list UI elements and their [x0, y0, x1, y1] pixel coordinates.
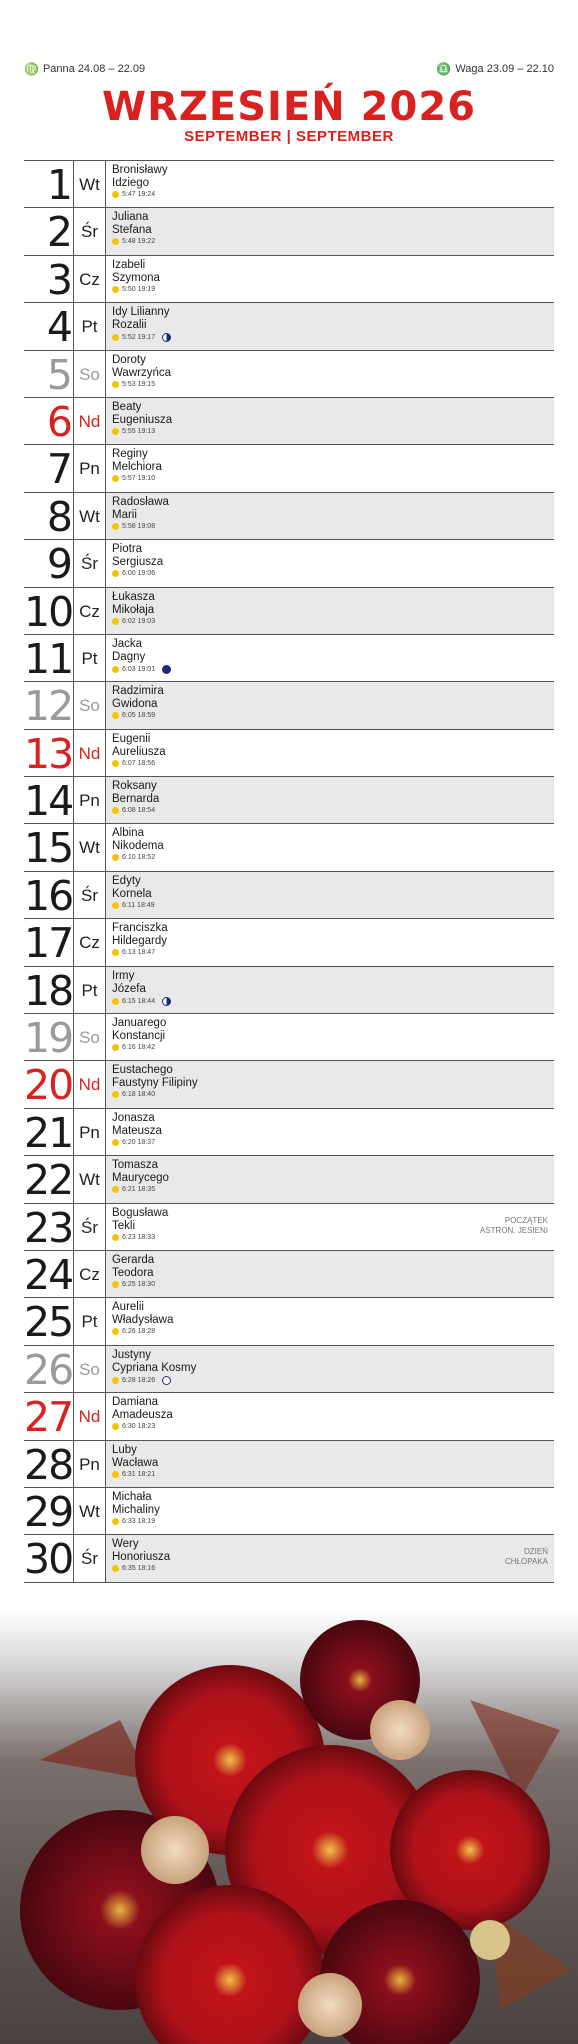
name-days: Roksany Bernarda — [112, 780, 160, 806]
holiday-note: POCZĄTEK ASTRON. JESIENI — [479, 1215, 548, 1235]
calendar-grid — [24, 160, 554, 1583]
name-days: Irmy Józefa — [112, 969, 146, 995]
day-of-week: So — [74, 682, 106, 728]
day-row — [24, 161, 554, 208]
day-of-week: Cz — [74, 1251, 106, 1297]
sunrise-sunset: 6:10 18:52 — [122, 854, 156, 862]
name-days: Beaty Eugeniusza — [112, 400, 173, 426]
day-info — [106, 351, 554, 397]
day-of-week: Śr — [74, 872, 106, 918]
name-days: Reginy Melchiora — [112, 448, 162, 474]
sunrise-sunset: 6:33 18:19 — [122, 1517, 156, 1525]
name-days: Doroty Wawrzyńca — [112, 353, 171, 379]
day-info — [106, 1014, 554, 1060]
name-days: Damiana Amadeusza — [112, 1396, 173, 1422]
day-number: 1 — [24, 161, 74, 207]
day-number: 6 — [24, 398, 74, 444]
day-of-week: Śr — [74, 1204, 106, 1250]
name-days: Idy Lilianny Rozalii — [112, 306, 170, 332]
sun-icon — [112, 949, 119, 956]
day-of-week: Nd — [74, 1061, 106, 1107]
sunrise-sunset: 6:18 18:40 — [122, 1091, 156, 1099]
sunrise-sunset: 6:08 18:54 — [122, 807, 156, 815]
day-of-week: Wt — [74, 824, 106, 870]
day-row — [24, 1535, 554, 1582]
day-info — [106, 824, 554, 870]
zodiac-virgo-label: Panna 24.08 – 22.09 — [42, 63, 146, 75]
day-info — [106, 588, 554, 634]
day-row — [24, 493, 554, 540]
sun-times — [112, 1044, 554, 1051]
day-of-week: Pn — [74, 445, 106, 491]
sun-icon — [112, 1091, 119, 1098]
sun-times — [112, 570, 554, 577]
day-info — [106, 1393, 554, 1439]
day-number: 22 — [24, 1156, 73, 1205]
moon-phase-icon — [162, 665, 171, 674]
sunrise-sunset: 6:26 18:28 — [122, 1328, 156, 1336]
sunrise-sunset: 5:48 19:22 — [122, 238, 156, 246]
day-row — [24, 682, 554, 729]
day-of-week: Pn — [74, 777, 106, 823]
name-days: Radosława Marii — [112, 495, 169, 521]
zodiac-virgo — [24, 62, 145, 76]
sun-times — [112, 949, 554, 956]
day-number: 16 — [24, 871, 73, 920]
sun-icon — [112, 854, 119, 861]
day-row — [24, 967, 554, 1014]
sun-times — [112, 1423, 554, 1430]
sunrise-sunset: 6:35 18:16 — [122, 1565, 156, 1573]
day-number: 27 — [24, 1393, 73, 1442]
sun-times — [112, 1376, 554, 1385]
sun-icon — [112, 523, 119, 530]
day-of-week: Pt — [74, 1298, 106, 1344]
sunrise-sunset: 6:00 19:06 — [122, 570, 156, 578]
day-of-week: Nd — [74, 398, 106, 444]
name-days: Radzimira Gwidona — [112, 685, 164, 711]
day-number: 2 — [24, 208, 74, 254]
sun-icon — [112, 618, 119, 625]
day-row — [24, 351, 554, 398]
sun-times — [112, 523, 554, 530]
sun-icon — [112, 381, 119, 388]
sunrise-sunset: 6:23 18:33 — [122, 1233, 156, 1241]
day-number: 25 — [24, 1298, 73, 1347]
day-info — [106, 730, 554, 776]
sunrise-sunset: 5:52 19:17 — [122, 334, 156, 342]
name-days: Jacka Dagny — [112, 637, 146, 663]
moon-phase-icon — [162, 333, 171, 342]
day-info — [106, 398, 554, 444]
name-days: Gerarda Teodora — [112, 1253, 155, 1279]
sun-times — [112, 712, 554, 719]
day-info — [106, 1204, 554, 1250]
sun-times — [112, 665, 554, 674]
day-number: 20 — [24, 1061, 73, 1110]
day-info — [106, 919, 554, 965]
day-number: 23 — [24, 1203, 73, 1252]
sun-times — [112, 333, 554, 342]
sun-icon — [112, 760, 119, 767]
day-number: 9 — [24, 540, 74, 586]
day-info — [106, 493, 554, 539]
sun-times — [112, 286, 554, 293]
day-of-week: Pt — [74, 303, 106, 349]
day-of-week: Wt — [74, 493, 106, 539]
sun-times — [112, 1091, 554, 1098]
name-days: Tomasza Maurycego — [112, 1159, 169, 1185]
day-info — [106, 1109, 554, 1155]
sun-icon — [112, 666, 119, 673]
sun-times — [112, 475, 554, 482]
day-info — [106, 1441, 554, 1487]
day-info — [106, 1346, 554, 1392]
day-row — [24, 730, 554, 777]
name-days: Juliana Stefana — [112, 211, 152, 237]
name-days: Aurelii Władysława — [112, 1301, 174, 1327]
sun-times — [112, 428, 554, 435]
day-number: 19 — [24, 1014, 73, 1063]
day-info — [106, 445, 554, 491]
day-number: 13 — [24, 729, 73, 778]
day-of-week: Śr — [74, 1535, 106, 1581]
sun-times — [112, 191, 554, 198]
day-number: 15 — [24, 824, 73, 873]
sun-times — [112, 1186, 554, 1193]
day-info — [106, 540, 554, 586]
sunrise-sunset: 6:25 18:30 — [122, 1280, 156, 1288]
day-row — [24, 303, 554, 350]
sun-times — [112, 381, 554, 388]
day-number: 11 — [24, 634, 73, 683]
day-of-week: Wt — [74, 161, 106, 207]
day-info — [106, 967, 554, 1013]
day-of-week: Wt — [74, 1488, 106, 1534]
name-days: Jonasza Mateusza — [112, 1111, 162, 1137]
day-info — [106, 777, 554, 823]
day-row — [24, 256, 554, 303]
sun-icon — [112, 712, 119, 719]
sun-times — [112, 238, 554, 245]
sun-icon — [112, 475, 119, 482]
sunrise-sunset: 6:21 18:35 — [122, 1186, 156, 1194]
day-number: 17 — [24, 919, 73, 968]
sun-times — [112, 1281, 554, 1288]
day-number: 28 — [24, 1440, 73, 1489]
day-info — [106, 635, 554, 681]
sunrise-sunset: 6:20 18:37 — [122, 1138, 156, 1146]
flower-illustration — [0, 1610, 578, 2044]
sun-icon — [112, 807, 119, 814]
day-row — [24, 540, 554, 587]
sunrise-sunset: 6:28 18:26 — [122, 1376, 156, 1384]
sunrise-sunset: 6:31 18:21 — [122, 1470, 156, 1478]
day-row — [24, 445, 554, 492]
day-number: 10 — [24, 587, 73, 636]
day-row — [24, 1251, 554, 1298]
name-days: Eustachego Faustyny Filipiny — [112, 1064, 198, 1090]
name-days: Franciszka Hildegardy — [112, 922, 168, 948]
day-of-week: Nd — [74, 730, 106, 776]
name-days: Piotra Sergiusza — [112, 543, 164, 569]
day-info — [106, 1251, 554, 1297]
sun-icon — [112, 1186, 119, 1193]
sun-icon — [112, 286, 119, 293]
sun-icon — [112, 428, 119, 435]
name-days: Wery Honoriusza — [112, 1538, 171, 1564]
day-number: 3 — [24, 256, 74, 302]
sun-icon — [112, 191, 119, 198]
sun-icon — [112, 570, 119, 577]
day-number: 29 — [24, 1487, 73, 1536]
sun-times — [112, 807, 554, 814]
day-row — [24, 1346, 554, 1393]
sun-times — [112, 854, 554, 861]
day-row — [24, 1109, 554, 1156]
day-row — [24, 1441, 554, 1488]
sun-times — [112, 1328, 554, 1335]
libra-icon: ♎ — [436, 62, 452, 76]
name-days: Justyny Cypriana Kosmy — [112, 1348, 197, 1374]
sunrise-sunset: 6:16 18:42 — [122, 1044, 156, 1052]
sun-times — [112, 997, 554, 1006]
sun-icon — [112, 238, 119, 245]
day-row — [24, 1061, 554, 1108]
sun-times — [112, 1139, 554, 1146]
moon-phase-icon — [162, 1376, 171, 1385]
day-row — [24, 1014, 554, 1061]
day-of-week: Śr — [74, 208, 106, 254]
day-of-week: So — [74, 1346, 106, 1392]
sunrise-sunset: 5:57 19:10 — [122, 475, 156, 483]
sunrise-sunset: 5:50 19:19 — [122, 285, 156, 293]
day-row — [24, 777, 554, 824]
sunrise-sunset: 6:03 19:01 — [122, 665, 156, 673]
sunrise-sunset: 6:15 18:44 — [122, 997, 156, 1005]
day-number: 4 — [24, 303, 74, 349]
sunrise-sunset: 5:58 19:08 — [122, 522, 156, 530]
sun-times — [112, 1518, 554, 1525]
name-days: Albina Nikodema — [112, 827, 164, 853]
holiday-note: DZIEŃ CHŁOPAKA — [505, 1547, 548, 1567]
day-number: 8 — [24, 493, 74, 539]
month-subtitle: SEPTEMBER | SEPTEMBER — [184, 128, 394, 145]
day-row — [24, 824, 554, 871]
day-number: 18 — [24, 966, 73, 1015]
day-info — [106, 1488, 554, 1534]
name-days: Bogusława Tekli — [112, 1206, 169, 1232]
day-number: 5 — [24, 351, 74, 397]
zodiac-libra — [436, 62, 554, 76]
day-row — [24, 588, 554, 635]
day-info — [106, 208, 554, 254]
day-of-week: Cz — [74, 256, 106, 302]
sun-icon — [112, 902, 119, 909]
sun-icon — [112, 1281, 119, 1288]
day-number: 24 — [24, 1250, 73, 1299]
day-number: 14 — [24, 777, 73, 826]
name-days: Łukasza Mikołaja — [112, 590, 155, 616]
day-row — [24, 1393, 554, 1440]
sun-times — [112, 1471, 554, 1478]
day-number: 26 — [24, 1345, 73, 1394]
dahlia-bouquet-photo — [0, 1610, 578, 2044]
day-of-week: Śr — [74, 540, 106, 586]
day-info — [106, 1061, 554, 1107]
moon-phase-icon — [162, 997, 171, 1006]
name-days: Luby Wacława — [112, 1443, 159, 1469]
day-info — [106, 1535, 554, 1581]
day-row — [24, 919, 554, 966]
sunrise-sunset: 5:53 19:15 — [122, 380, 156, 388]
name-days: Bronisławy Idziego — [112, 164, 168, 189]
day-number: 30 — [24, 1535, 73, 1584]
day-of-week: Pn — [74, 1109, 106, 1155]
virgo-icon: ♍ — [24, 62, 39, 76]
day-of-week: Cz — [74, 919, 106, 965]
day-info — [106, 1298, 554, 1344]
sun-times — [112, 902, 554, 909]
day-of-week: Pn — [74, 1441, 106, 1487]
day-of-week: So — [74, 351, 106, 397]
sun-icon — [112, 334, 119, 341]
day-number: 12 — [24, 682, 73, 731]
sun-times — [112, 760, 554, 767]
day-info — [106, 303, 554, 349]
day-info — [106, 256, 554, 302]
day-info — [106, 161, 554, 207]
day-row — [24, 1204, 554, 1251]
name-days: Michała Michaliny — [112, 1490, 160, 1516]
day-number: 21 — [24, 1108, 73, 1157]
sunrise-sunset: 6:11 18:49 — [122, 901, 155, 909]
sun-icon — [112, 1471, 119, 1478]
zodiac-libra-label: Waga 23.09 – 22.10 — [455, 63, 554, 75]
sun-icon — [112, 1234, 119, 1241]
sunrise-sunset: 6:05 18:59 — [122, 712, 156, 720]
name-days: Januarego Konstancji — [112, 1017, 167, 1043]
sun-times — [112, 1565, 554, 1572]
day-row — [24, 635, 554, 682]
sun-times — [112, 618, 554, 625]
sun-icon — [112, 1139, 119, 1146]
day-row — [24, 398, 554, 445]
day-info — [106, 872, 554, 918]
day-row — [24, 1298, 554, 1345]
day-of-week: Nd — [74, 1393, 106, 1439]
name-days: Edyty Kornela — [112, 874, 152, 900]
sun-icon — [112, 998, 119, 1005]
day-row — [24, 1156, 554, 1203]
sun-icon — [112, 1518, 119, 1525]
day-of-week: Pt — [74, 967, 106, 1013]
sun-icon — [112, 1044, 119, 1051]
sunrise-sunset: 5:55 19:13 — [122, 427, 156, 435]
day-of-week: Cz — [74, 588, 106, 634]
day-of-week: Wt — [74, 1156, 106, 1202]
sunrise-sunset: 6:13 18:47 — [122, 949, 156, 957]
day-row — [24, 1488, 554, 1535]
sun-icon — [112, 1565, 119, 1572]
day-number: 7 — [24, 445, 74, 491]
month-title: WRZESIEŃ 2026 — [102, 84, 476, 130]
sunrise-sunset: 5:47 19:24 — [122, 191, 156, 198]
day-row — [24, 872, 554, 919]
name-days: Eugenii Aureliusza — [112, 732, 166, 758]
name-days: Izabeli Szymona — [112, 258, 160, 284]
sunrise-sunset: 6:30 18:23 — [122, 1423, 156, 1431]
day-info — [106, 1156, 554, 1202]
day-info — [106, 682, 554, 728]
sunrise-sunset: 6:07 18:56 — [122, 759, 156, 767]
day-row — [24, 208, 554, 255]
sunrise-sunset: 6:02 19:03 — [122, 617, 156, 625]
sun-icon — [112, 1328, 119, 1335]
sun-icon — [112, 1377, 119, 1384]
day-of-week: So — [74, 1014, 106, 1060]
day-of-week: Pt — [74, 635, 106, 681]
sun-icon — [112, 1423, 119, 1430]
